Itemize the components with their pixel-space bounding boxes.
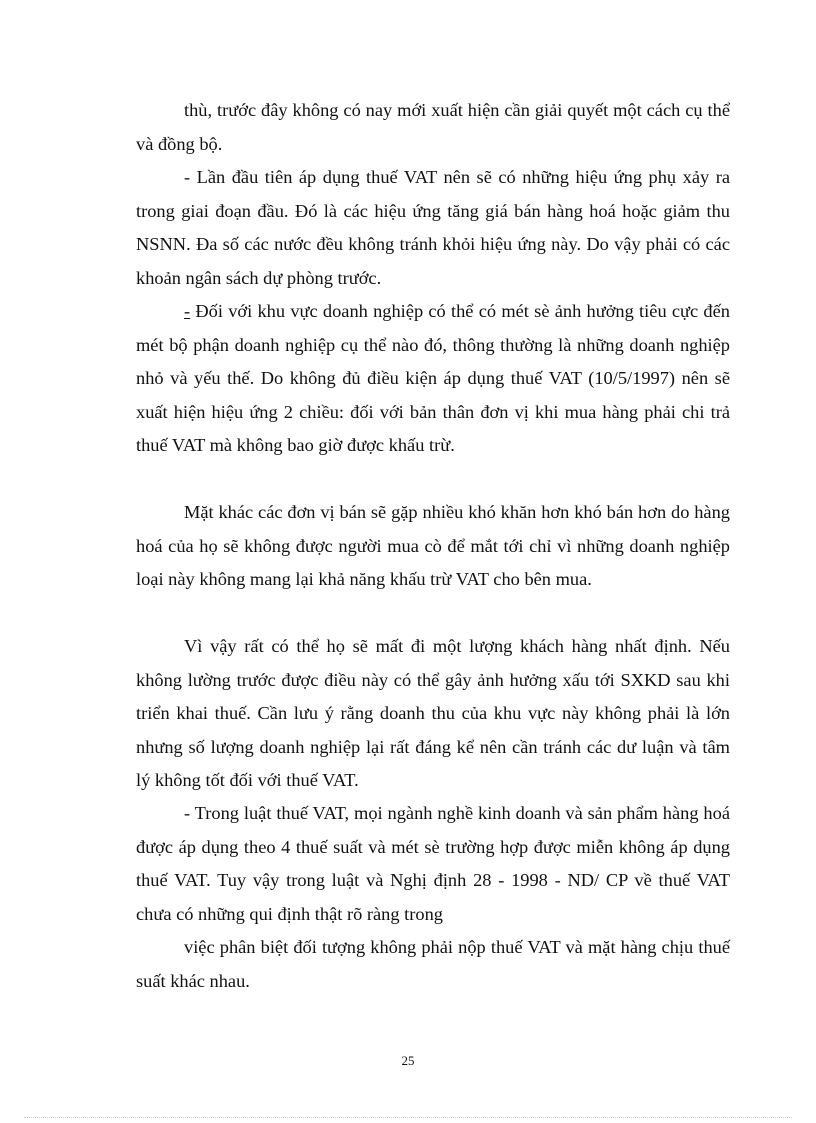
paragraph-6: - Trong luật thuế VAT, mọi ngành nghề kinh doanh và sản phẩm hàng hoá được áp dụng theo 4 thuế suất và mét sè trường hợp được miễn không áp dụng thuế VAT. Tuy vậy trong luật và Nghị định 28 - 1998 - ND/ CP về thuế VAT chưa có những qui định thật rõ ràng trong bbox=[136, 803, 730, 924]
paragraph-7: việc phân biệt đối tượng không phải nộp thuế VAT và mặt hàng chịu thuế suất khác nhau. bbox=[136, 937, 730, 991]
paragraph-5: Vì vậy rất có thể họ sẽ mất đi một lượng khách hàng nhất định. Nếu không lường trước được điều này có thể gây ảnh hưởng xấu tới SXKD sau khi triển khai thuế. Cần lưu ý rằng doanh thu của khu vực này không phải là lớn nhưng số lượng doanh nghiệp lại rất đáng kể nên cần tránh các dư luận và tâm lý không tốt đối với thuế VAT. bbox=[136, 636, 730, 790]
paragraph-1: thù, trước đây không có nay mới xuất hiện cần giải quyết một cách cụ thể và đồng bộ. bbox=[136, 100, 730, 154]
page-number: 25 bbox=[401, 1053, 415, 1068]
paragraph-3: - Đối với khu vực doanh nghiệp có thể có mét sè ảnh hưởng tiêu cực đến mét bộ phận doanh nghiệp cụ thể nào đó, thông thường là những doanh nghiệp nhỏ và yếu thế. Do không đủ điều kiện áp dụng thuế VAT (10/5/1997) nên sẽ xuất hiện hiệu ứng 2 chiều: đối với bản thân đơn vị khi mua hàng phải chi trả thuế VAT mà không bao giờ được khấu trừ. bbox=[136, 301, 730, 455]
paragraph-4: Mặt khác các đơn vị bán sẽ gặp nhiều khó khăn hơn khó bán hơn do hàng hoá của họ sẽ không được người mua cò để mắt tới chỉ vì những doanh nghiệp loại này không mang lại khả năng khấu trừ VAT cho bên mua. bbox=[136, 502, 730, 589]
page-bottom-divider bbox=[24, 1117, 792, 1118]
paragraph-2: - Lần đầu tiên áp dụng thuế VAT nên sẽ có những hiệu ứng phụ xảy ra trong giai đoạn đầu. Đó là các hiệu ứng tăng giá bán hàng hoá hoặc giảm thu NSNN. Đa số các nước đều không tránh khỏi hiệu ứng này. Do vậy phải có các khoản ngân sách dự phòng trước. bbox=[136, 167, 730, 288]
underlined-dash: - bbox=[184, 301, 191, 321]
